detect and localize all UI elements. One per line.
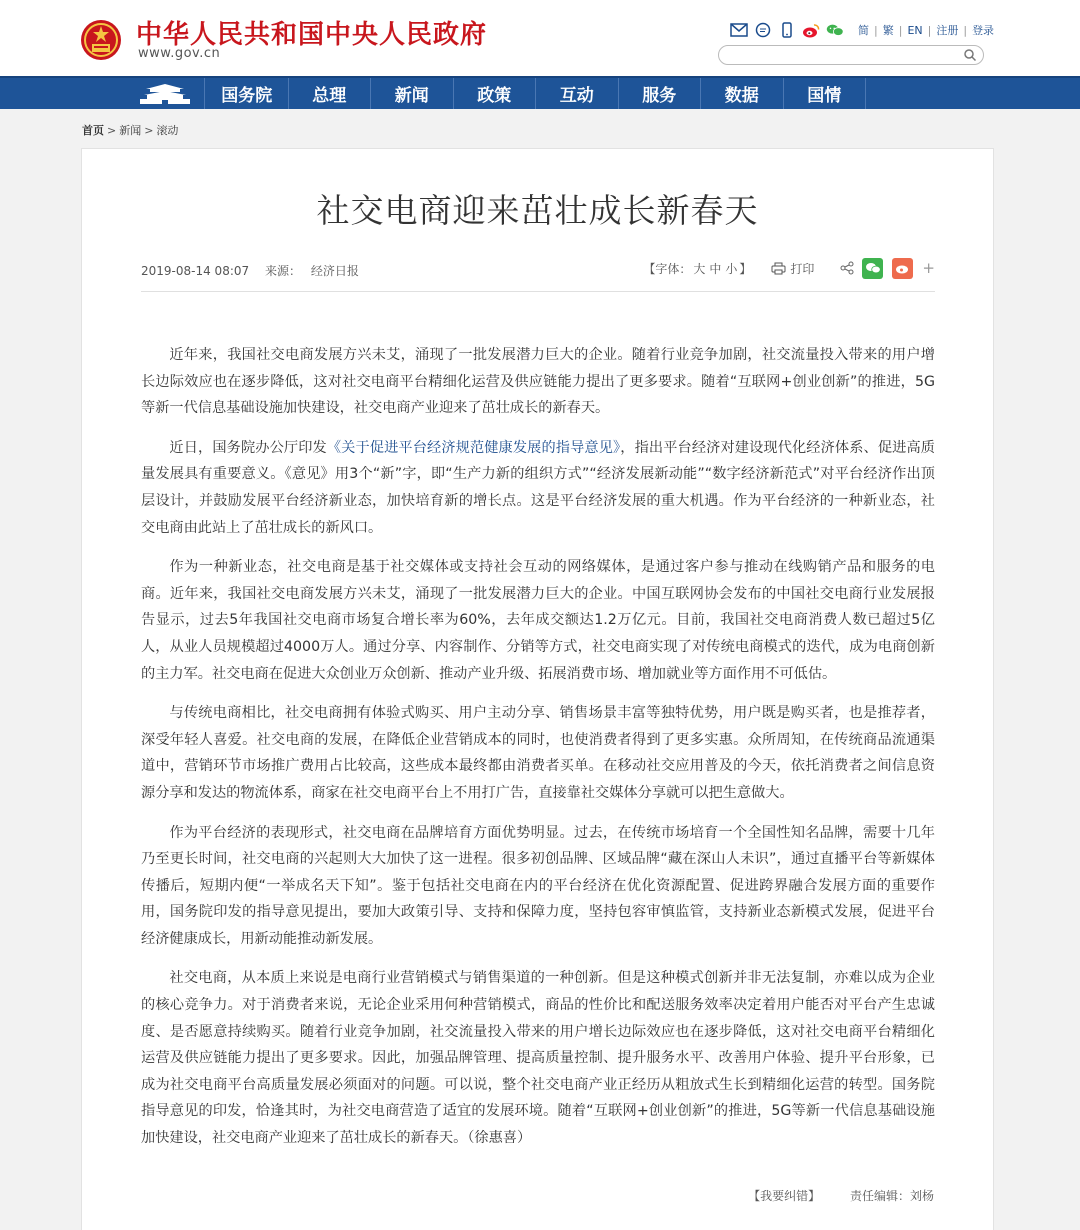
paragraph: 与传统电商相比，社交电商拥有体验式购买、用户主动分享、销售场景丰富等独特优势，用户既是购买者，也是推荐者，深受年轻人喜爱。社交电商的发展，在降低企业营销成本的同时，也使消费者得到了更多实惠。众所周知，在传统商品流通渠道中，营销环节市场推广费用占比较高，这些成本最终都由消费者买单。在移动社交应用普及的今天，依托消费者之间信息资源分享和发达的物流体系，商家在社交电商平台上不用打广告，直接靠社交媒体分享就可以把生意做大。 <box>141 705 935 801</box>
paragraph: 作为平台经济的表现形式，社交电商在品牌培育方面优势明显。过去，在传统市场培育一个全国性知名品牌，需要十几年乃至更长时间，社交电商的兴起则大大加快了这一进程。很多初创品牌、区域品牌“藏在深山人未识”，通过直播平台等新媒体传播后，短期内便“一举成名天下知”。鉴于包括社交电商在内的平台经济在优化资源配置、促进跨界融合发展方面的重要作用，国务院印发的指导意见提出，要加大政策引导、支持和保障力度，坚持包容审慎监管，支持新业态新模式发展，促进平台经济健康成长，用新动能推动新发展。 <box>141 824 935 947</box>
breadcrumb-separator: > <box>144 124 154 137</box>
search-icon[interactable] <box>963 48 977 62</box>
main-nav <box>0 76 1080 109</box>
font-size-large[interactable]: 大 <box>693 261 706 276</box>
national-emblem-icon[interactable] <box>80 18 122 62</box>
nav-item-interaction[interactable]: 互动 <box>536 78 619 109</box>
tiananmen-icon <box>136 82 194 106</box>
weibo-share-icon[interactable] <box>892 258 913 279</box>
source-name: 经济日报 <box>310 264 359 278</box>
traditional-chinese-link[interactable]: 繁 <box>882 24 894 37</box>
font-size-control <box>643 260 751 277</box>
top-toolbar <box>730 18 994 42</box>
print-button[interactable] <box>771 260 814 277</box>
font-size-label: 【字体： <box>643 261 692 276</box>
breadcrumb-rolling[interactable]: 滚动 <box>156 124 179 137</box>
nav-item-state-council[interactable]: 国务院 <box>206 78 289 109</box>
site-domain: www.gov.cn <box>138 46 221 61</box>
separator: | <box>898 23 903 37</box>
nav-item-data[interactable]: 数据 <box>701 78 784 109</box>
separator: | <box>963 23 968 37</box>
nav-item-news[interactable]: 新闻 <box>371 78 454 109</box>
share-icon[interactable] <box>840 261 854 275</box>
nav-item-policy[interactable]: 政策 <box>454 78 537 109</box>
search-input[interactable] <box>729 49 959 67</box>
english-link[interactable]: EN <box>907 23 923 37</box>
responsible-editor: 责任编辑：刘杨 <box>849 1189 934 1203</box>
login-link[interactable]: 登录 <box>972 24 995 37</box>
separator: | <box>927 23 932 37</box>
paragraph: 社交电商，从本质上来说是电商行业营销模式与销售渠道的一种创新。但是这种模式创新并非无法复制，亦难以成为企业的核心竞争力。对于消费者来说，无论企业采用何种营销模式，商品的性价比和配送服务效率决定着用户能否对平台产生忠诚度、是否愿意持续购买。随着行业竞争加剧，社交流量投入带来的用户增长边际效应也在逐步降低，这对社交电商平台精细化运营及供应链能力提出了更多要求。因此，加强品牌管理、提高质量控制、提升服务水平、改善用户体验、提升平台形象，已成为社交电商平台高质量发展必须面对的问题。可以说，整个社交电商产业正经历从粗放式生长到精细化运营的转型。国务院指导意见的印发，恰逢其时，为社交电商营造了适宜的发展环境。随着“互联网+创业创新”的推进，5G等新一代信息基础设施加快建设，社交电商产业迎来了茁壮成长的新春天。（徐惠喜） <box>141 970 935 1147</box>
breadcrumb-news[interactable]: 新闻 <box>119 124 142 137</box>
publish-date: 2019-08-14 08:07 <box>141 264 250 278</box>
source-label: 来源： <box>264 264 301 278</box>
nav-item-national-info[interactable]: 国情 <box>784 78 867 109</box>
message-icon[interactable] <box>754 21 772 39</box>
breadcrumb <box>82 122 178 138</box>
separator: | <box>874 23 878 37</box>
site-title[interactable]: 中华人民共和国中央人民政府 <box>136 20 488 50</box>
more-share-icon[interactable]: + <box>922 259 935 277</box>
nav-item-premier[interactable]: 总理 <box>289 78 372 109</box>
font-size-medium[interactable]: 中 <box>709 261 722 276</box>
nav-home-button[interactable] <box>125 78 205 109</box>
nav-item-services[interactable]: 服务 <box>619 78 702 109</box>
wechat-icon[interactable] <box>826 21 844 39</box>
print-label: 打印 <box>790 261 815 276</box>
register-link[interactable]: 注册 <box>936 24 959 37</box>
font-size-close: 】 <box>739 261 752 276</box>
article-title: 社交电商迎来茁壮成长新春天 <box>316 191 759 230</box>
article-tools <box>643 258 935 278</box>
phone-icon[interactable] <box>778 21 796 39</box>
font-size-small[interactable]: 小 <box>725 261 738 276</box>
article-panel <box>81 148 994 1230</box>
paragraph: 作为一种新业态，社交电商是基于社交媒体或支持社会互动的网络媒体，是通过客户参与推动在线购销产品和服务的电商。近年来，我国社交电商发展方兴未艾，涌现了一批发展潜力巨大的企业。中国互联网协会发布的中国社交电商行业发展报告显示，过去5年我国社交电商市场复合增长率为60%，去年成交额达1.2万亿元。目前，我国社交电商消费人数已超过5亿人，从业人员规模超过4000万人。通过分享、内容制作、分销等方式，社交电商实现了对传统电商模式的迭代，成为电商创新的主力军。社交电商在促进大众创业万众创新、推动产业升级、拓展消费市场、增加就业等方面作用不可低估。 <box>141 559 935 682</box>
breadcrumb-home[interactable]: 首页 <box>82 124 104 137</box>
nav-items <box>206 78 866 109</box>
paragraph: 近年来，我国社交电商发展方兴未艾，涌现了一批发展潜力巨大的企业。随着行业竞争加剧，社交流量投入带来的用户增长边际效应也在逐步降低，这对社交电商平台精细化运营及供应链能力提出了更多要求。随着“互联网+创业创新”的推进，5G等新一代信息基础设施加快建设，社交电商产业迎来了茁壮成长的新春天。 <box>141 347 935 417</box>
article-body <box>141 342 935 1165</box>
site-header <box>0 0 1080 76</box>
wechat-share-icon[interactable] <box>862 258 883 279</box>
mail-icon[interactable] <box>730 21 748 39</box>
search-box <box>718 45 984 65</box>
breadcrumb-separator: > <box>107 124 117 137</box>
weibo-icon[interactable] <box>802 21 820 39</box>
article-meta <box>141 252 935 292</box>
language-links <box>858 22 994 38</box>
paragraph <box>141 435 935 541</box>
article-info <box>141 262 359 279</box>
paragraph-text: ，指出平台经济对建设现代化经济体系、促进高质量发展具有重要意义。《意见》用3个“新”字，即“生产力新的组织方式”“经济发展新动能”“数字经济新范式”对平台经济作出顶层设计，并鼓励发展平台经济新业态，加快培育新的增长点。这是平台经济发展的重大机遇。作为平台经济的一种新业态，社交电商由此站上了茁壮成长的新风口。 <box>141 439 935 536</box>
simplified-chinese-link[interactable]: 简 <box>858 24 869 37</box>
printer-icon <box>771 262 786 275</box>
article-footer <box>748 1187 934 1204</box>
paragraph-text: 近日，国务院办公厅印发 <box>169 439 327 456</box>
report-error-link[interactable]: 【我要纠错】 <box>748 1189 821 1203</box>
policy-document-link[interactable]: 《关于促进平台经济规范健康发展的指导意见》 <box>326 439 621 456</box>
